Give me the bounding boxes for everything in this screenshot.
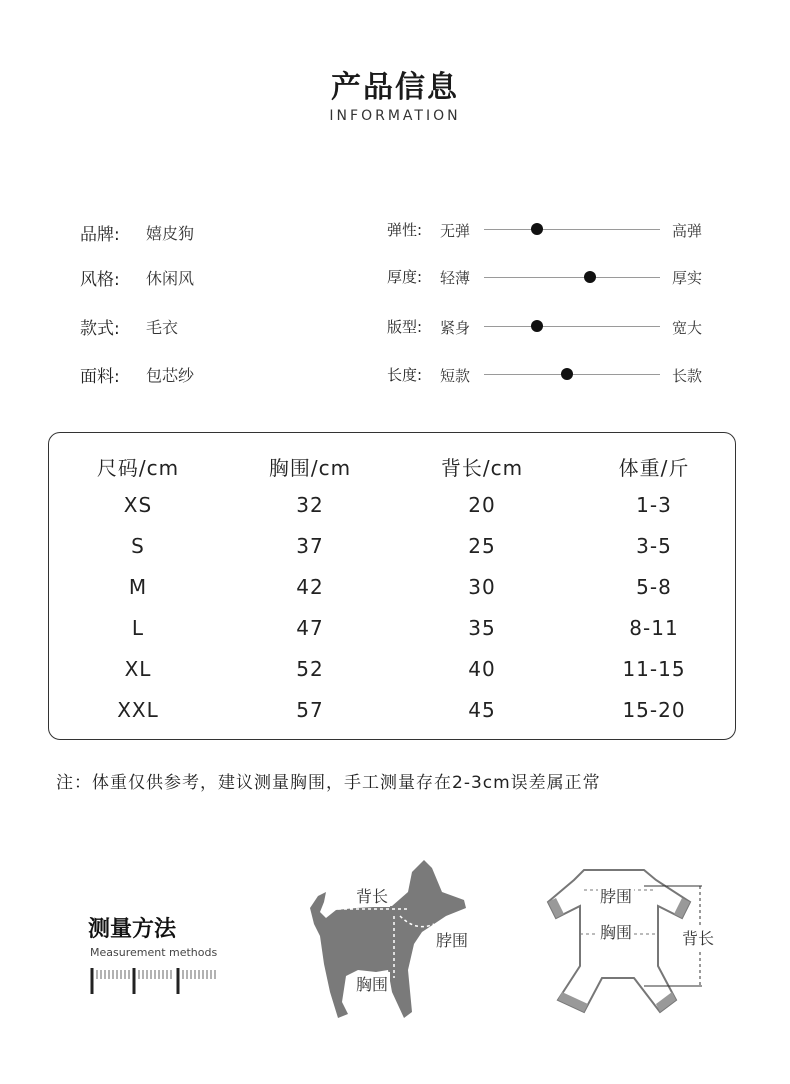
attribute-label: 风格: (80, 270, 120, 290)
attribute-value: 嬉皮狗 (146, 224, 195, 243)
table-cell: 52 (296, 657, 324, 681)
attribute-label: 款式: (80, 319, 120, 339)
garment-neck-label: 脖围 (598, 884, 634, 907)
scale-label: 版型: (387, 318, 423, 336)
table-cell: 8-11 (629, 616, 679, 640)
table-cell: 11-15 (622, 657, 686, 681)
table-cell: 32 (296, 493, 324, 517)
scale-knob (531, 223, 543, 235)
table-cell: XXL (117, 698, 159, 722)
scale-label: 弹性: (387, 221, 423, 239)
table-cell: 15-20 (622, 698, 686, 722)
table-cell: 57 (296, 698, 324, 722)
scale-knob (584, 271, 596, 283)
table-cell: XL (124, 657, 152, 681)
table-header-cell: 尺码/cm (96, 456, 180, 480)
measurement-title: 测量方法 (88, 917, 177, 942)
scale-high-label: 长款 (672, 367, 703, 385)
scale-knob (561, 368, 573, 380)
attribute-value: 包芯纱 (146, 366, 195, 385)
table-cell: M (128, 575, 148, 599)
attribute-label: 面料: (80, 367, 120, 387)
scale-low-label: 轻薄 (440, 269, 471, 287)
table-header-cell: 体重/斤 (618, 456, 690, 480)
table-cell: 30 (468, 575, 496, 599)
scale-low-label: 无弹 (440, 222, 471, 240)
measurement-note: 注：体重仅供参考，建议测量胸围，手工测量存在2-3cm误差属正常 (56, 773, 601, 793)
page-subtitle: INFORMATION (329, 108, 461, 124)
table-cell: L (131, 616, 145, 640)
scale-high-label: 高弹 (672, 222, 703, 240)
scale-track (484, 326, 660, 327)
table-cell: 25 (468, 534, 496, 558)
table-cell: 1-3 (636, 493, 672, 517)
scale-track (484, 229, 660, 230)
dog-chest-label: 胸围 (354, 972, 390, 995)
attribute-value: 毛衣 (146, 318, 179, 337)
table-cell: 40 (468, 657, 496, 681)
page-title: 产品信息 (331, 70, 459, 105)
scale-track (484, 277, 660, 278)
attribute-label: 品牌: (80, 225, 120, 245)
table-cell: 3-5 (636, 534, 672, 558)
table-header-cell: 背长/cm (440, 456, 524, 480)
ruler-icon (90, 968, 218, 996)
garment-back-length-label: 背长 (680, 926, 716, 949)
table-header-cell: 胸围/cm (268, 456, 352, 480)
table-cell: 37 (296, 534, 324, 558)
scale-low-label: 紧身 (440, 319, 471, 337)
table-cell: 45 (468, 698, 496, 722)
dog-back-length-label: 背长 (354, 884, 390, 907)
garment-chest-label: 胸围 (598, 920, 634, 943)
table-cell: 5-8 (636, 575, 672, 599)
measurement-subtitle: Measurement methods (90, 946, 218, 959)
attribute-value: 休闲风 (146, 269, 195, 288)
table-cell: 20 (468, 493, 496, 517)
scale-high-label: 宽大 (672, 319, 703, 337)
dog-neck-label: 脖围 (434, 928, 470, 951)
table-cell: 35 (468, 616, 496, 640)
table-cell: S (131, 534, 145, 558)
scale-label: 厚度: (387, 268, 423, 286)
table-cell: 42 (296, 575, 324, 599)
scale-high-label: 厚实 (672, 269, 703, 287)
table-cell: 47 (296, 616, 324, 640)
scale-label: 长度: (387, 366, 423, 384)
scale-knob (531, 320, 543, 332)
scale-low-label: 短款 (440, 367, 471, 385)
table-cell: XS (123, 493, 153, 517)
